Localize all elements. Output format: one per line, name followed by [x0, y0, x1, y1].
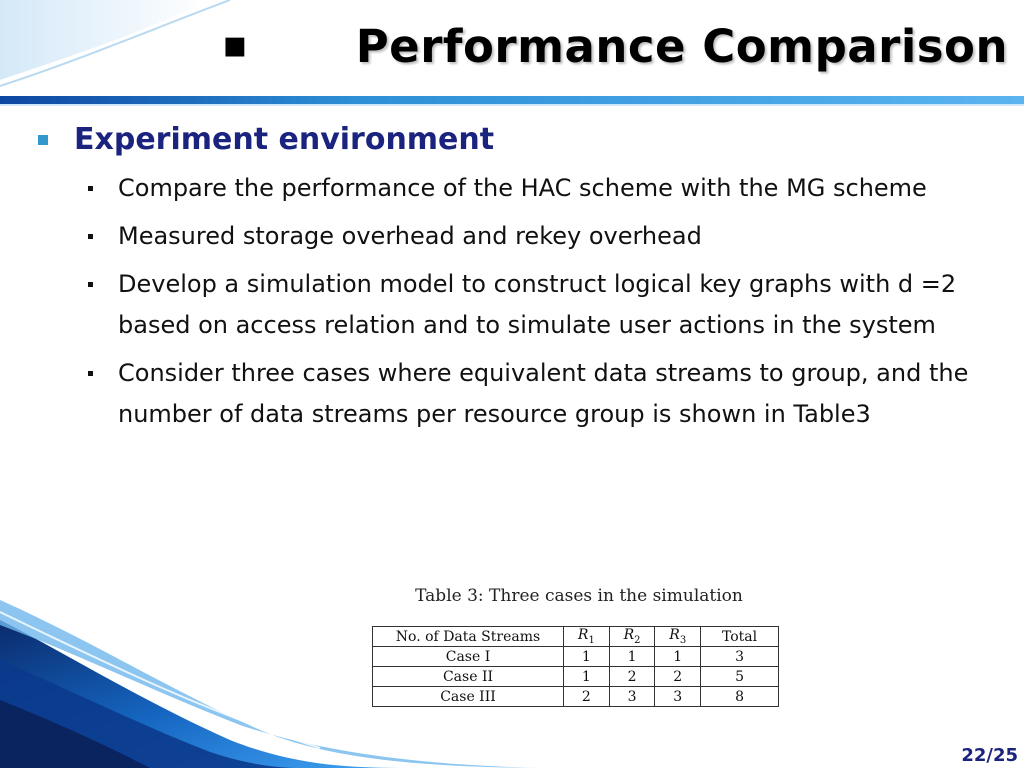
- cell-r2: 2: [609, 667, 655, 687]
- list-item: [36, 216, 1011, 257]
- section-heading: Experiment environment: [74, 122, 495, 157]
- cell-total: 5: [701, 667, 779, 687]
- cell-case: Case III: [373, 687, 564, 707]
- header-data-streams: No. of Data Streams: [373, 627, 564, 647]
- table-row: [373, 667, 779, 687]
- cell-total: 3: [701, 647, 779, 667]
- table-row: [373, 647, 779, 667]
- small-square-bullet-icon: [88, 234, 93, 239]
- title-accent-bar: [0, 96, 1024, 104]
- cell-r3: 3: [655, 687, 701, 707]
- cell-case: Case II: [373, 667, 564, 687]
- cell-r2: 3: [609, 687, 655, 707]
- bullet-list: [36, 168, 1011, 435]
- cell-case: Case I: [373, 647, 564, 667]
- list-item: [36, 168, 1011, 209]
- cell-r3: 1: [655, 647, 701, 667]
- cell-r2: 1: [609, 647, 655, 667]
- simulation-cases-table: [372, 626, 779, 707]
- small-square-bullet-icon: [88, 282, 93, 287]
- heading-bullet-item: [36, 118, 1011, 162]
- small-square-bullet-icon: [88, 186, 93, 191]
- page-number: 22/25: [961, 745, 1018, 766]
- table-figure: [372, 586, 780, 707]
- square-bullet-icon: [38, 135, 48, 145]
- title-bullet-icon: ▪: [222, 22, 248, 66]
- header-r2: $R_2$: [609, 627, 655, 647]
- bullet-text: Measured storage overhead and rekey overhead: [118, 222, 702, 250]
- header-total: Total: [701, 627, 779, 647]
- header-r1: $R_1$: [564, 627, 610, 647]
- cell-r1: 1: [564, 647, 610, 667]
- list-item: [36, 353, 1011, 435]
- cell-total: 8: [701, 687, 779, 707]
- header-r3: $R_3$: [655, 627, 701, 647]
- list-item: [36, 264, 1011, 346]
- bullet-text: Compare the performance of the HAC scheme with the MG scheme: [118, 174, 927, 202]
- cell-r3: 2: [655, 667, 701, 687]
- slide-content: [36, 118, 1011, 442]
- table-header-row: [373, 627, 779, 647]
- bullet-text: Consider three cases where equivalent data streams to group, and the number of data streams per resource group is shown in Table3: [118, 359, 969, 428]
- title-bar: [0, 0, 1024, 96]
- table-caption: Table 3: Three cases in the simulation: [415, 586, 743, 606]
- cell-r1: 1: [564, 667, 610, 687]
- slide-title: Performance Comparison: [355, 20, 1008, 73]
- bullet-text: Develop a simulation model to construct logical key graphs with d =2 based on access relation and to simulate user actions in the system: [118, 270, 957, 339]
- table-row: [373, 687, 779, 707]
- small-square-bullet-icon: [88, 371, 93, 376]
- cell-r1: 2: [564, 687, 610, 707]
